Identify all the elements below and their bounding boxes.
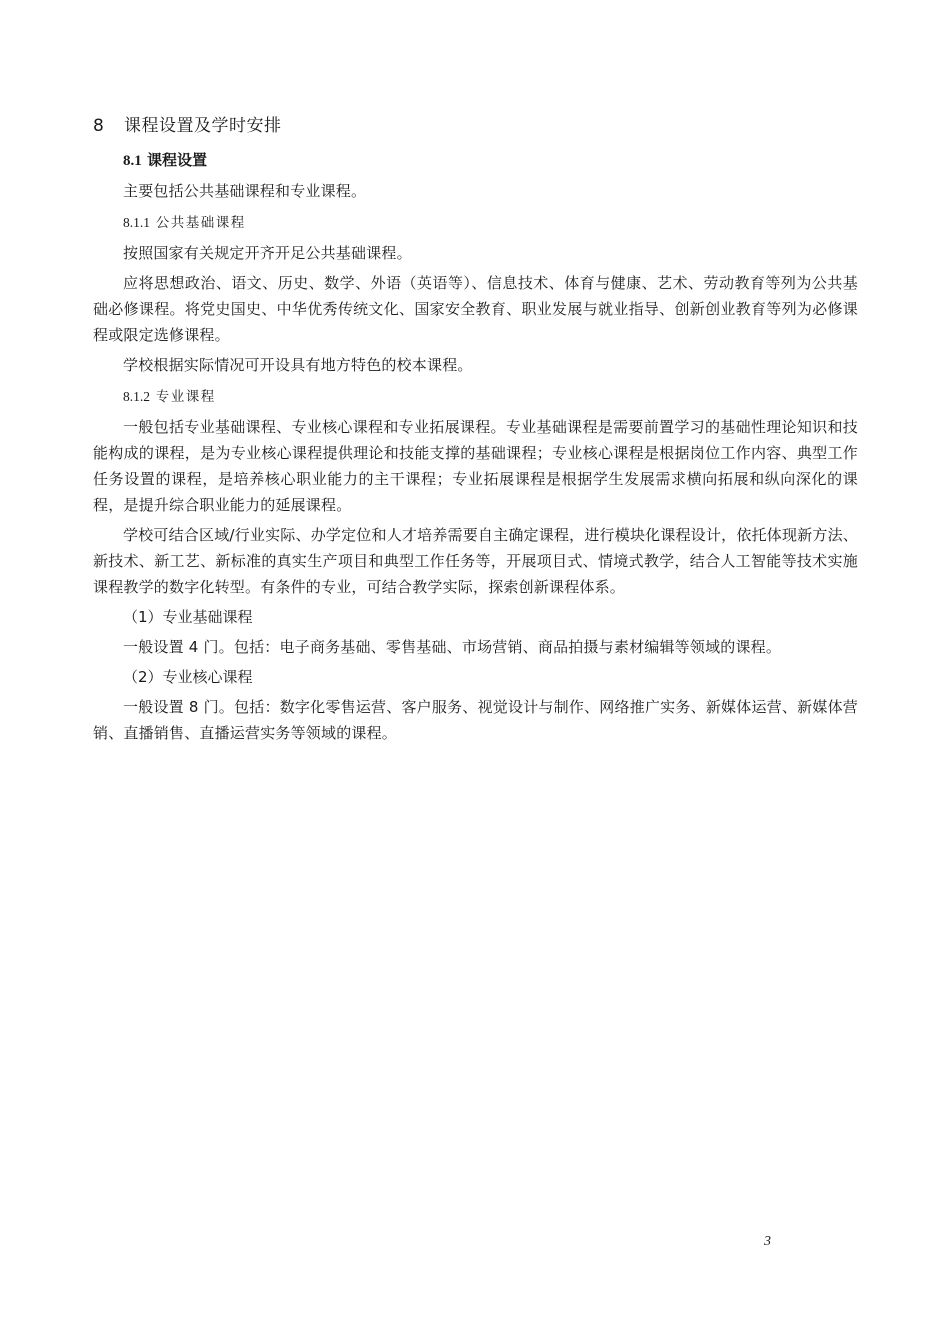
item-heading-basic-courses: （1）专业基础课程: [123, 608, 253, 626]
item-text: 一般设置 4 门。包括：电子商务基础、零售基础、市场营销、商品拍摄与素材编辑等领域的课程。: [123, 638, 782, 656]
subsection-title: 专业课程: [155, 389, 216, 405]
item-heading-core-courses: （2）专业核心课程: [123, 668, 253, 686]
page-content: [93, 112, 858, 750]
subsection-heading-8-1-2: [123, 386, 858, 408]
item-text: 一般设置 8 门。包括：数字化零售运营、客户服务、视觉设计与制作、网络推广实务、新媒体运营、新媒体营销、直播销售、直播运营实务等领域的课程。: [93, 698, 858, 742]
chapter-number: 8: [93, 116, 105, 136]
chapter-title: 课程设置及学时安排: [124, 116, 282, 136]
section-title: 课程设置: [146, 151, 207, 169]
subsection-number: 8.1.2: [123, 389, 150, 404]
paragraph: 学校根据实际情况可开设具有地方特色的校本课程。: [123, 356, 473, 374]
paragraph: 应将思想政治、语文、历史、数学、外语（英语等）、信息技术、体育与健康、艺术、劳动教育等列为公共基础必修课程。将党史国史、中华优秀传统文化、国家安全教育、职业发展与就业指导、创新创业教育等列为必修课程或限定选修课程。: [93, 274, 858, 344]
subsection-number: 8.1.1: [123, 215, 150, 230]
paragraph: 一般包括专业基础课程、专业核心课程和专业拓展课程。专业基础课程是需要前置学习的基础性理论知识和技能构成的课程，是为专业核心课程提供理论和技能支撑的基础课程；专业核心课程是根据岗位工作内容、典型工作任务设置的课程，是培养核心职业能力的主干课程；专业拓展课程是根据学生发展需求横向拓展和纵向深化的课程，是提升综合职业能力的延展课程。: [93, 418, 858, 514]
page-number: 3: [764, 1234, 771, 1249]
chapter-heading: [93, 112, 858, 140]
section-number: 8.1: [123, 153, 142, 169]
section-intro: 主要包括公共基础课程和专业课程。: [123, 182, 367, 200]
section-heading-8-1: [123, 148, 858, 173]
paragraph: 学校可结合区域/行业实际、办学定位和人才培养需要自主确定课程，进行模块化课程设计，依托体现新方法、新技术、新工艺、新标准的真实生产项目和典型工作任务等，开展项目式、情境式教学，结合人工智能等技术实施课程教学的数字化转型。有条件的专业，可结合教学实际，探索创新课程体系。: [93, 526, 858, 596]
paragraph: 按照国家有关规定开齐开足公共基础课程。: [123, 244, 412, 262]
subsection-heading-8-1-1: [123, 212, 858, 234]
subsection-title: 公共基础课程: [155, 215, 246, 231]
